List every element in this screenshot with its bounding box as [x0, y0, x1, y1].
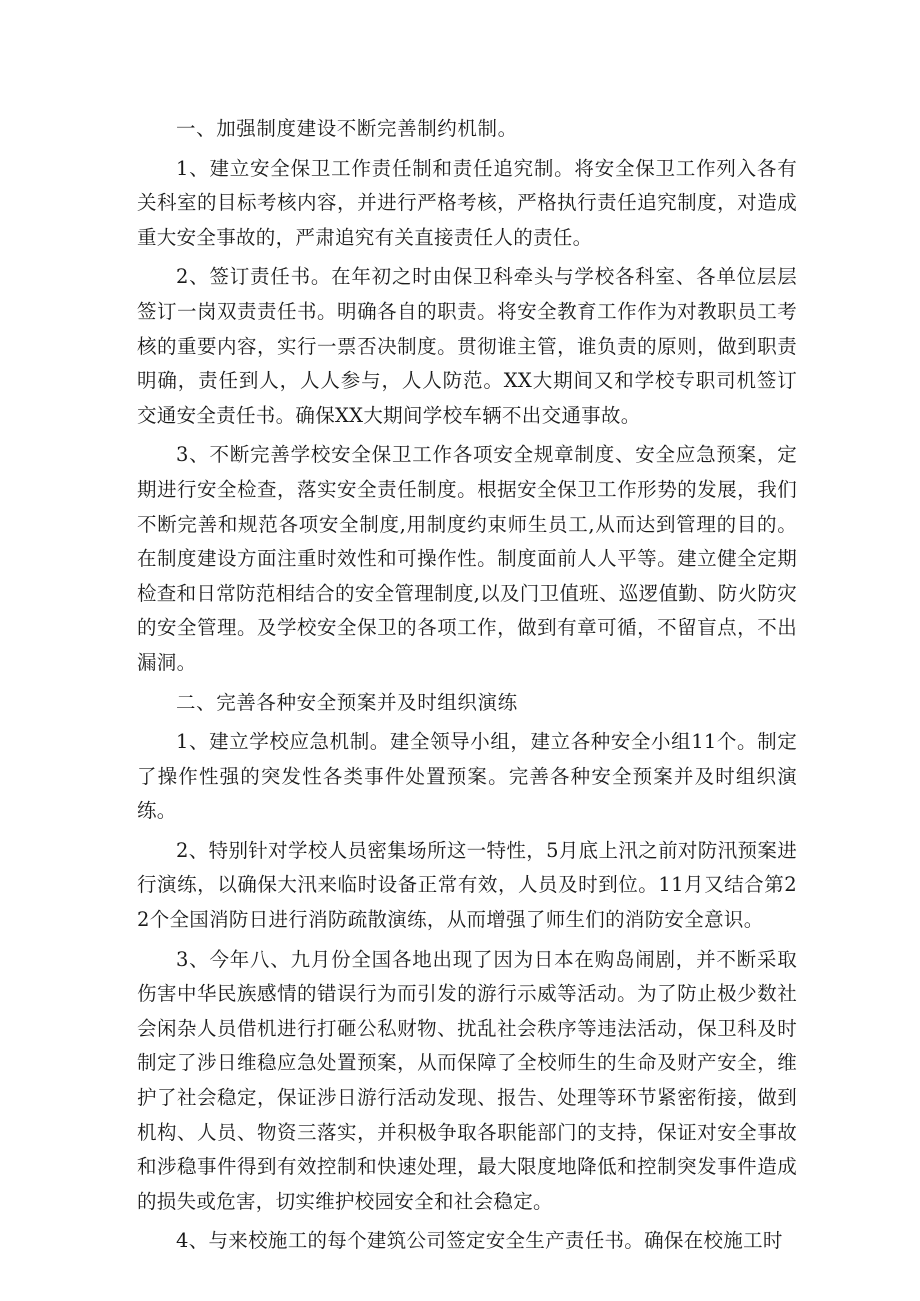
paragraph-1-2: 2、签订责任书。在年初之时由保卫科牵头与学校各科室、各单位层层签订一岗双责责任书。明确各自的职责。将安全教育工作作为对教职员工考核的重要内容，实行一票否决制度。贯彻谁主管，谁负责的原则，做到职责明确，责任到人，人人参与，人人防范。XX大期间又和学校专职司机签订交通安全责任书。确保XX大期间学校车辆不出交通事故。	[137, 265, 797, 427]
section-heading-1: 一、加强制度建设不断完善制约机制。	[176, 117, 518, 140]
paragraph-2-2: 2、特别针对学校人员密集场所这一特性，5月底上汛之前对防汛预案进行演练，以确保大汛来临时设备正常有效，人员及时到位。11月又结合第22个全国消防日进行消防疏散演练，从而增强了师生们的消防安全意识。	[137, 838, 797, 932]
paragraph-1-1: 1、建立安全保卫工作责任制和责任追究制。将安全保卫工作列入各有关科室的目标考核内容，并进行严格考核，严格执行责任追究制度，对造成重大安全事故的，严肃追究有关直接责任人的责任。	[137, 156, 797, 249]
section-heading-2: 二、完善各种安全预案并及时组织演练	[176, 690, 518, 714]
paragraph-1-3: 3、不断完善学校安全保卫工作各项安全规章制度、安全应急预案，定期进行安全检查，落实安全责任制度。根据安全保卫工作形势的发展，我们不断完善和规范各项安全制度,用制度约束师生员工,从而达到管理的目的。在制度建设方面注重时效性和可操作性。制度面前人人平等。建立健全定期检查和日常防范相结合的安全管理制度,以及门卫值班、巡逻值勤、防火防灾的安全管理。及学校安全保卫的各项工作，做到有章可循，不留盲点，不出漏洞。	[137, 443, 797, 674]
document-body	[137, 112, 797, 1259]
paragraph-2-4: 4、与来校施工的每个建筑公司签定安全生产责任书。确保在校施工时	[176, 1229, 783, 1253]
paragraph-2-1: 1、建立学校应急机制。建全领导小组，建立各种安全小组11个。制定了操作性强的突发性各类事件处置预案。完善各种安全预案并及时组织演练。	[137, 730, 797, 823]
paragraph-2-3: 3、今年八、九月份全国各地出现了因为日本在购岛闹剧，并不断采取伤害中华民族感情的错误行为而引发的游行示威等活动。为了防止极少数社会闲杂人员借机进行打砸公私财物、扰乱社会秩序等违法活动，保卫科及时制定了涉日维稳应急处置预案，从而保障了全校师生的生命及财产安全，维护了社会稳定，保证涉日游行活动发现、报告、处理等环节紧密衔接，做到机构、人员、物资三落实，并积极争取各职能部门的支持，保证对安全事故和涉稳事件得到有效控制和快速处理，最大限度地降低和控制突发事件造成的损失或危害，切实维护校园安全和社会稳定。	[137, 947, 797, 1213]
